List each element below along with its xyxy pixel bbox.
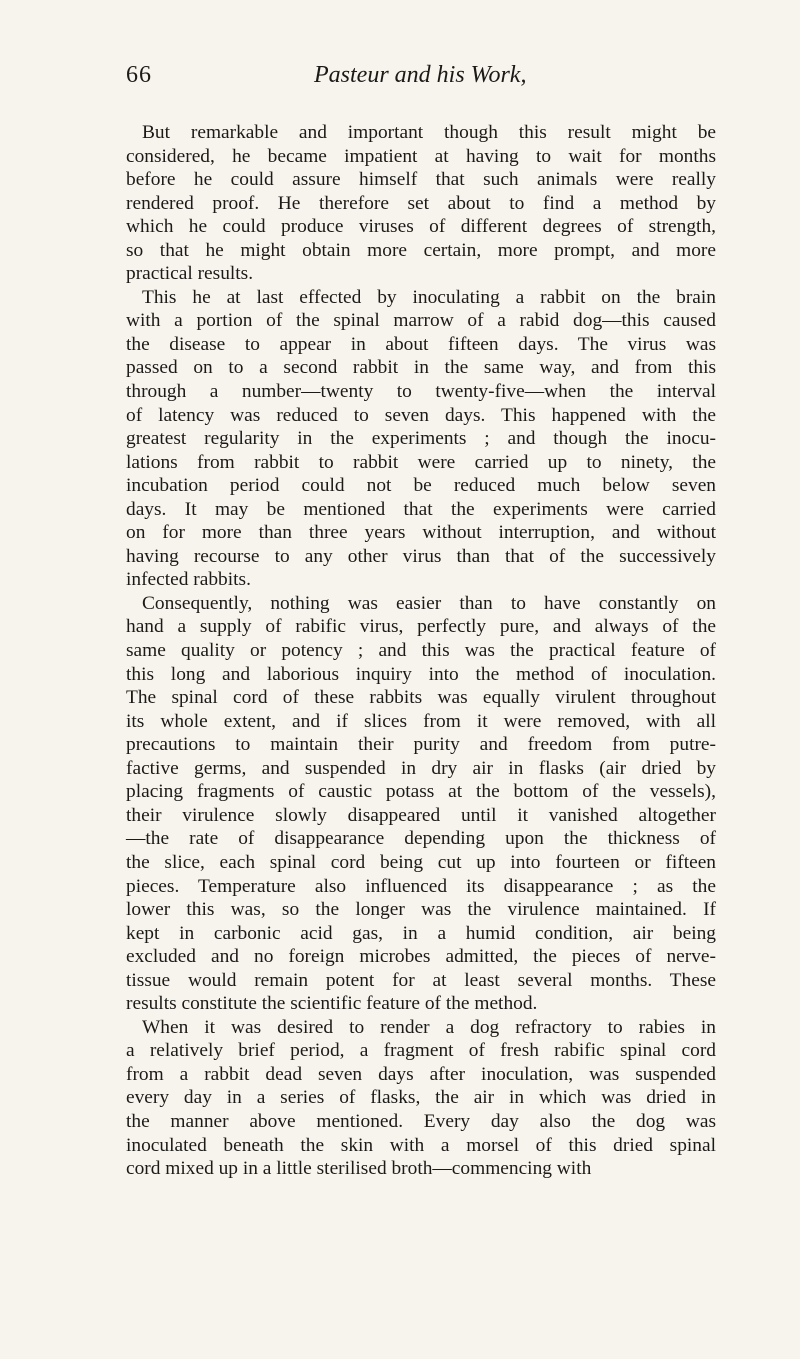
text-line: cord mixed up in a little sterilised broth—commencing with	[126, 1158, 592, 1180]
text-line: passed on to a second rabbit in the same way, and from this	[126, 357, 716, 379]
text-line: with a portion of the spinal marrow of a rabid dog—this caused	[126, 310, 716, 332]
text-line: inoculated beneath the skin with a morsel of this dried spinal	[126, 1134, 716, 1156]
text-line: same quality or potency ; and this was the practical feature of	[126, 640, 716, 662]
text-line: This he at last effected by inoculating a rabbit on the brain	[142, 286, 716, 308]
text-line: results constitute the scientific feature of the method.	[126, 993, 538, 1015]
text-line: infected rabbits.	[126, 569, 251, 591]
paragraph	[126, 592, 716, 1016]
text-line: through a number—twenty to twenty-five—when the interval	[126, 381, 716, 403]
paragraph	[126, 1016, 716, 1181]
text-line: days. It may be mentioned that the experiments were carried	[126, 498, 716, 520]
text-line: factive germs, and suspended in dry air in flasks (air dried by	[126, 757, 716, 779]
page-number: 66	[126, 62, 152, 88]
text-line: But remarkable and important though this result might be	[142, 122, 716, 143]
text-line: incubation period could not be reduced much below seven	[126, 475, 716, 497]
text-line: rendered proof. He therefore set about to find a method by	[126, 192, 716, 214]
text-line: on for more than three years without interruption, and without	[126, 522, 716, 544]
text-line: precautions to maintain their purity and freedom from putre-	[126, 734, 716, 756]
text-line: which he could produce viruses of different degrees of strength,	[126, 216, 716, 238]
text-line: practical results.	[126, 263, 254, 285]
text-line: of latency was reduced to seven days. This happened with the	[126, 404, 716, 426]
text-line: from a rabbit dead seven days after inoculation, was suspended	[126, 1063, 716, 1085]
text-line: this long and laborious inquiry into the method of inoculation.	[126, 663, 716, 685]
running-title: Pasteur and his Work,	[314, 62, 527, 88]
text-line: before he could assure himself that such animals were really	[126, 169, 716, 191]
text-line: When it was desired to render a dog refractory to rabies in	[142, 1016, 716, 1038]
text-line: the slice, each spinal cord being cut up into fourteen or fifteen	[126, 851, 716, 873]
text-line: so that he might obtain more certain, more prompt, and more	[126, 239, 716, 261]
paragraph	[126, 286, 716, 592]
text-line: the manner above mentioned. Every day also the dog was	[126, 1110, 716, 1132]
text-line: considered, he became impatient at having to wait for months	[126, 145, 716, 167]
text-line: tissue would remain potent for at least several months. These	[126, 969, 716, 991]
running-head	[126, 62, 716, 102]
paragraph	[126, 121, 716, 286]
text-line: its whole extent, and if slices from it were removed, with all	[126, 710, 716, 732]
text-line: excluded and no foreign microbes admitted, the pieces of nerve-	[126, 946, 716, 968]
text-line: lower this was, so the longer was the virulence maintained. If	[126, 899, 716, 921]
text-line: lations from rabbit to rabbit were carried up to ninety, the	[126, 451, 716, 473]
body-text	[126, 121, 716, 1181]
text-line: greatest regularity in the experiments ; and though the inocu-	[126, 428, 716, 450]
text-line: Consequently, nothing was easier than to have constantly on	[142, 592, 716, 614]
text-line: the disease to appear in about fifteen days. The virus was	[126, 333, 716, 355]
text-line: kept in carbonic acid gas, in a humid condition, air being	[126, 922, 716, 944]
text-line: placing fragments of caustic potass at the bottom of the vessels),	[126, 781, 716, 803]
text-line: their virulence slowly disappeared until it vanished altogether	[126, 804, 716, 826]
text-line: hand a supply of rabific virus, perfectly pure, and always of the	[126, 616, 716, 638]
text-line: every day in a series of flasks, the air in which was dried in	[126, 1087, 716, 1109]
text-line: —the rate of disappearance depending upon the thickness of	[126, 828, 716, 850]
text-line: pieces. Temperature also influenced its disappearance ; as the	[126, 875, 716, 897]
text-line: having recourse to any other virus than that of the successively	[126, 545, 716, 567]
text-line: The spinal cord of these rabbits was equally virulent throughout	[126, 687, 716, 709]
text-line: a relatively brief period, a fragment of fresh rabific spinal cord	[126, 1040, 716, 1062]
